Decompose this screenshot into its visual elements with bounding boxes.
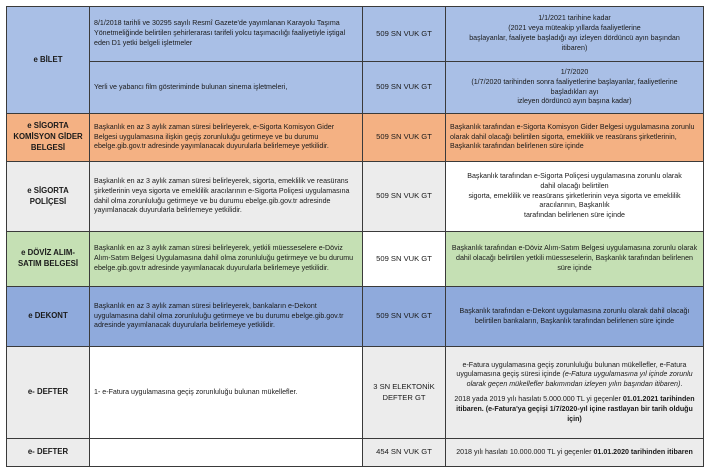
term-line: tarafından belirlenen süre içinde xyxy=(524,211,625,220)
term-line: 1/1/2021 tarihine kadar xyxy=(538,14,611,23)
term-cell xyxy=(446,162,704,232)
table-row xyxy=(7,62,704,114)
row-name-e-defter: e- DEFTER xyxy=(7,347,90,439)
term-cell xyxy=(446,439,704,467)
term-cell: Başkanlık tarafından e-Sigorta Komisyon Gider Belgesi uygulamasına zorunlu olarak dahil olacağı belirtilen sigorta, emeklilik ve reasürans şirketlerinin, Başkanlık tarafından belirlenen süre içinde xyxy=(446,114,704,162)
term-line: 1/7/2020 xyxy=(560,67,589,76)
term-a-italic: (e-Fatura uygulamasına yıl içinde zorunlu olarak geçen mükellefler bakımından izleyen yılın başından itibaren) xyxy=(466,370,693,389)
term-start: 2018 yılı hasılatı 10.000.000 TL yi geçenler xyxy=(456,447,592,456)
description-cell: Başkanlık en az 3 aylık zaman süresi belirleyerek, bankaların e-Dekont uygulamasına dahil olma zorunluluğu getirmeye ve bu durumu ebelge.gib.gov.tr adresinde yayımlanacak duyurularla belirlemeye yetkilidir. xyxy=(90,287,363,347)
table-row xyxy=(7,114,704,162)
legislation-cell: 3 SN ELEKTONİK DEFTER GT xyxy=(363,347,446,439)
term-b-start: 2018 yada 2019 yılı hasılatı 5.000.000 TL yi geçenler xyxy=(454,395,621,403)
description-cell: Başkanlık en az 3 aylık zaman süresi belirleyerek, e-Sigorta Komisyon Gider Belgesi uygulamasına ilişkin geçiş zorunluluğu getirmeye ve bu durumu ebelge.gib.gov.tr adresinde yayımlanacak duyurularla belirlemeye yetkilidir. xyxy=(90,114,363,162)
row-name-e-dekont: e DEKONT xyxy=(7,287,90,347)
row-name-e-sigorta-komisyon: e SİGORTA KOMİSYON GİDER BELGESİ xyxy=(7,114,90,162)
term-b-tail: (e-Fatura'ya geçişi 1/7/2020-yıl içine rastlayan bir tarih olduğu için) xyxy=(485,404,693,423)
description-cell: Başkanlık en az 3 aylık zaman süresi belirleyerek, sigorta, emeklilik ve reasürans şirketlerinin veya sigorta ve emeklilik aracılarının e-Sigorta Poliçesi uygulamasına dahil olma zorunluluğu getirmeye ve bu durumu ebelge.gib.gov.tr adresinde yayımlanacak duyurularla belirlemeye yetkilidir. xyxy=(90,162,363,232)
term-bold: 01.01.2020 tarihinden itibaren xyxy=(593,447,693,456)
term-line: başladıkları ayı xyxy=(550,87,599,96)
term-a-end: . xyxy=(680,380,683,389)
table-row xyxy=(7,287,704,347)
term-cell: Başkanlık tarafından e-Döviz Alım-Satım Belgesi uygulamasına zorunlu olarak dahil olacağı belirtilen yetkili müesseselerin, Başkanlık tarafından belirlenen süre içinde xyxy=(446,232,704,287)
term-cell: Başkanlık tarafından e-Dekont uygulamasına zorunlu olarak dahil olacağı belirtilen bankaların, Başkanlık tarafından belirlenen süre içinde xyxy=(446,287,704,347)
legislation-cell: 454 SN VUK GT xyxy=(363,439,446,467)
term-line: Başkanlık tarafından e-Sigorta Poliçesi uygulamasına zorunlu olarak xyxy=(467,172,682,181)
description-cell: 1- e-Fatura uygulamasına geçiş zorunluluğu bulunan mükellefler. xyxy=(90,347,363,439)
term-line: itibaren) xyxy=(561,43,588,52)
term-line: izleyen dördüncü ayın başına kadar) xyxy=(517,97,632,106)
description-cell xyxy=(90,439,363,467)
legislation-cell: 509 SN VUK GT xyxy=(363,114,446,162)
document-table-wrapper xyxy=(6,6,703,467)
e-document-table xyxy=(6,6,704,467)
term-line: sigorta, emeklilik ve reasürans şirketlerinin veya sigorta ve emeklilik xyxy=(468,191,681,200)
table-row xyxy=(7,7,704,62)
term-cell xyxy=(446,7,704,62)
term-line: (2021 veya müteakip yıllarda faaliyetlerine xyxy=(508,24,641,33)
description-cell: 8/1/2018 tarihli ve 30295 sayılı Resmî Gazete'de yayımlanan Karayolu Taşıma Yönetmeliğinde belirtilen şehirlerarası tarifeli yolcu taşımacılığı faaliyetiyle iştigal eden D1 yetki belgeli işletmeler xyxy=(90,7,363,62)
legislation-cell: 509 SN VUK GT xyxy=(363,7,446,62)
term-line: dahil olacağı belirtilen xyxy=(540,181,609,190)
term-cell xyxy=(446,62,704,114)
row-name-e-defter: e- DEFTER xyxy=(7,439,90,467)
term-part-b xyxy=(450,395,699,424)
term-line: başlayanlar, faaliyete başladığı ayı izleyen dördüncü ayın başından xyxy=(469,34,680,42)
description-cell: Başkanlık en az 3 aylık zaman süresi belirleyerek, yetkili müesseselere e-Döviz Alım-Satım Belgesi Uygulamasına dahil olma zorunluluğu getirmeye ve bu durumu ebelge.gib.gov.tr adresinde yayımlanacak duyurularla belirlemeye yetkilidir. xyxy=(90,232,363,287)
term-part-a xyxy=(450,361,699,390)
legislation-cell: 509 SN VUK GT xyxy=(363,287,446,347)
term-a-text: e-Fatura uygulamasına geçiş zorunluluğu bulunan mükellefler, e-Fatura uygulamasına geçiş süresi içinde xyxy=(456,360,687,379)
term-line: (1/7/2020 tarihinden sonra faaliyetlerine başlayanlar, faaliyetlerine xyxy=(471,77,678,86)
term-b-bold: 01.01.2021 tarihinden itibaren. xyxy=(456,395,695,413)
table-row xyxy=(7,347,704,439)
row-name-e-bilet: e BİLET xyxy=(7,7,90,114)
table-row xyxy=(7,162,704,232)
description-cell: Yerli ve yabancı film gösteriminde bulunan sinema işletmeleri, xyxy=(90,62,363,114)
table-row xyxy=(7,232,704,287)
legislation-cell: 509 SN VUK GT xyxy=(363,62,446,114)
table-row xyxy=(7,439,704,467)
legislation-cell: 509 SN VUK GT xyxy=(363,162,446,232)
row-name-e-doviz: e DÖVİZ ALIM-SATIM BELGESİ xyxy=(7,232,90,287)
row-name-e-sigorta-policesi: e SİGORTA POLİÇESİ xyxy=(7,162,90,232)
term-cell xyxy=(446,347,704,439)
term-line: aracılarının, Başkanlık xyxy=(539,201,610,210)
legislation-cell: 509 SN VUK GT xyxy=(363,232,446,287)
